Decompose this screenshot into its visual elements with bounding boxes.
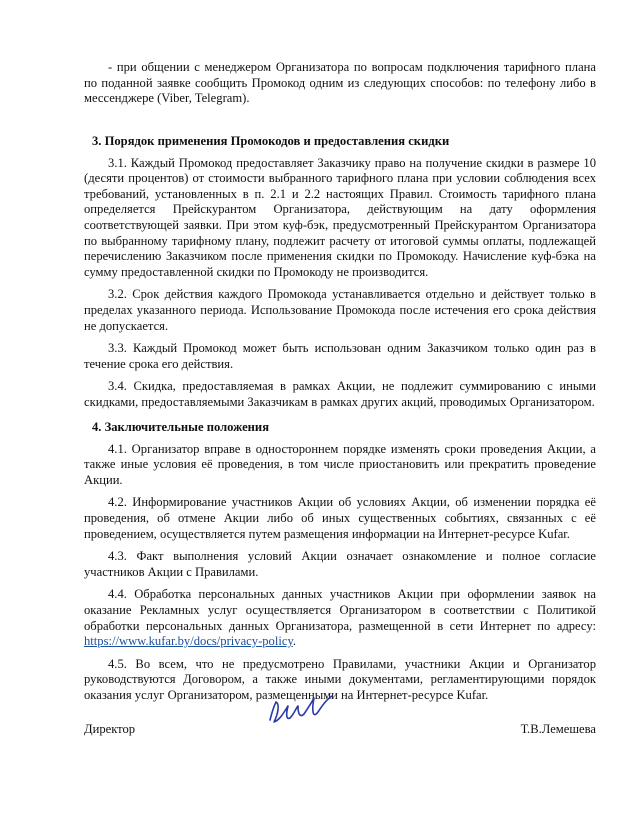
signature-row — [84, 722, 596, 742]
intro-bullet-paragraph: - при общении с менеджером Организатора по вопросам подключения тарифного плана по поданной заявке сообщить Промокод одним из следующих способов: по телефону либо в мессенджере (Viber, Telegram). — [84, 60, 596, 106]
clause-4-4-text: 4.4. Обработка персональных данных участников Акции при оформлении заявок на оказание Рекламных услуг осуществляется Организатором в соответствии с Политикой обработки персональных данных Организатора, размещенной в сети Интернет по адресу: — [84, 587, 596, 633]
section-4-heading: 4. Заключительные положения — [92, 420, 270, 434]
clause-3-2: 3.2. Срок действия каждого Промокода устанавливается отдельно и действует только в пределах указанного периода. Использование Промокода после истечения его срока действия не допускается. — [84, 287, 596, 333]
clause-4-4 — [84, 587, 596, 649]
clause-3-1: 3.1. Каждый Промокод предоставляет Заказчику право на получение скидки в размере 10 (десяти процентов) от стоимости выбранного тарифного плана при условии соблюдения всех требований, установленных в п. 2.1 и 2.2 настоящих Правил. Стоимость тарифного плана определяется Прейскурантом Организатора, действующим на дату оформления соответствующей заявки. При этом куф-бэк, предусмотренный Прейскурантом Организатора по выбранному тарифному плану, подлежит расчету от итоговой суммы оплаты, подлежащей перечислению Заказчиком после применения скидки по Промокоду. Начисление куф-бэка на сумму предоставленной скидки по Промокоду не производится. — [84, 155, 596, 279]
section-3 — [84, 134, 596, 411]
clause-4-1: 4.1. Организатор вправе в одностороннем порядке изменять сроки проведения Акции, а также иные условия её проведения, в том числе приостановить или прекратить проведение Акции. — [84, 441, 596, 487]
clause-3-3: 3.3. Каждый Промокод может быть использован одним Заказчиком только один раз в течение срока его действия. — [84, 341, 596, 371]
privacy-policy-link[interactable]: https://www.kufar.by/docs/privacy-policy — [84, 634, 293, 649]
section-3-heading: 3. Порядок применения Промокодов и предоставления скидки — [92, 134, 450, 148]
section-4 — [84, 420, 596, 704]
position-label: Директор — [84, 722, 136, 736]
clause-4-4-period: . — [292, 634, 297, 649]
clause-3-4: 3.4. Скидка, предоставляемая в рамках Акции, не подлежит суммированию с иными скидками, предоставляемыми Заказчикам в рамках других акций, проводимых Организатором. — [84, 379, 596, 409]
clause-4-2: 4.2. Информирование участников Акции об условиях Акции, об изменении порядка её проведения, об отмене Акции либо об иных существенных событиях, связанных с её проведением, осуществляется путем размещения информации на Интернет-ресурсе Kufar. — [84, 495, 596, 541]
clause-4-5: 4.5. Во всем, что не предусмотрено Правилами, участники Акции и Организатор руководствуются Договором, а также иными документами, регламентирующими порядок оказания услуг Организатором, размещенными на Интернет-ресурсе Kufar. — [84, 656, 596, 702]
intro-block — [84, 60, 596, 107]
clause-4-3: 4.3. Факт выполнения условий Акции означает ознакомление и полное согласие участников Акции с Правилами. — [84, 549, 596, 579]
signatory-name: Т.В.Лемешева — [520, 722, 596, 736]
